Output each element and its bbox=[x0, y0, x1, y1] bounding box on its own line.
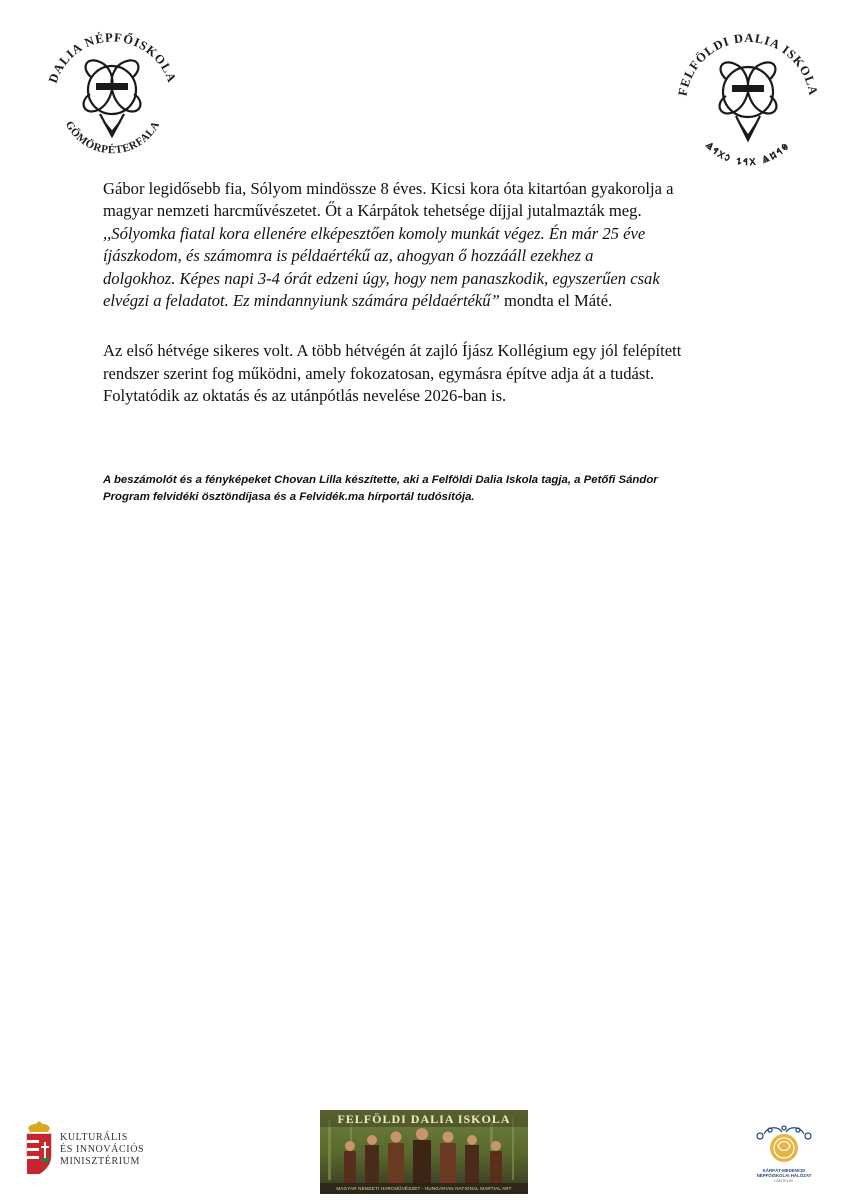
left-logo-top-text: DALIA NÉPFŐISKOLA bbox=[45, 30, 180, 85]
banner-subtitle: MAGYAR NEMZETI HARCMŰVÉSZET - HUNGARIAN NATIONAL MARTIAL ART bbox=[336, 1186, 512, 1191]
text-line: rendszer szerint fog működni, amely fokozatosan, egymásra építve adja át a tudást. bbox=[103, 363, 655, 383]
felfoldi-dalia-iskola-logo bbox=[672, 28, 824, 173]
ministry-name: KULTURÁLIS ÉS INNOVÁCIÓS MINISZTÉRIUM bbox=[60, 1132, 145, 1167]
dalia-nepfoiskola-logo bbox=[40, 28, 185, 168]
text-line: Gábor legidősebb fia, Sólyom mindössze 8 éves. Kicsi kora óta kitartóan gyakorolja a bbox=[103, 179, 674, 198]
banner-title: FELFÖLDI DALIA ISKOLA bbox=[337, 1112, 511, 1126]
nepfoiskolai-halozat-logo bbox=[742, 1124, 826, 1184]
dalia-iskola-banner bbox=[320, 1110, 528, 1194]
credit-line: A beszámolót és a fényképeket Chovan Lilla készítette, aki a Felföldi Dalia Iskola tagja, a Petőfi Sándor bbox=[103, 474, 658, 486]
credit-line: Program felvidéki ösztöndíjasa és a Felvidék.ma hírportál tudósítója. bbox=[103, 491, 475, 503]
right-logo-rovas-text: 𐳌𐳀𐳆𐳖 𐳂𐳀𐳔 𐳛𐳂𐳀𐳖 bbox=[703, 138, 793, 169]
photo-credit bbox=[103, 472, 751, 506]
left-logo-bottom-text: GÖMÖRPÉTERFALA bbox=[62, 119, 163, 157]
knot-ornament-icon bbox=[720, 62, 777, 140]
svg-text:𐳌𐳀𐳆𐳖 𐳂𐳀𐳔 𐳛𐳂𐳀𐳖 bbox=[703, 138, 793, 168]
paragraph-solyom bbox=[103, 178, 751, 312]
quote-line: íjászkodom, és számomra is példaértékű az, ahogyan ő hozzááll ezekhez a bbox=[103, 246, 594, 266]
quote-line: elvégzi a feladatot. Ez mindannyiunk számára példaértékű” bbox=[103, 291, 500, 311]
right-logo-top-text: FELFÖLDI DALIA ISKOLA bbox=[675, 30, 821, 98]
text-line: Az első hétvége sikeres volt. A több hétvégén át zajló Íjász Kollégium egy jól felépített bbox=[103, 341, 682, 361]
ministry-logo bbox=[22, 1118, 182, 1182]
quote-line: ,,Sólyomka fiatal kora ellenére elképesztően komoly munkát végez. Én már 25 éve bbox=[103, 223, 646, 243]
hungarian-coat-of-arms-icon bbox=[22, 1118, 56, 1180]
knot-ornament-icon bbox=[84, 60, 141, 136]
paragraph-summary bbox=[103, 340, 751, 407]
quote-attribution: mondta el Máté. bbox=[499, 291, 613, 311]
text-line: Folytatódik az oktatás és az utánpótlás nevelése 2026-ban is. bbox=[103, 386, 507, 406]
network-emblem-icon bbox=[742, 1124, 826, 1168]
text-line: magyar nemzeti harcművészetet. Őt a Kárpátok tehetsége díjjal jutalmazták meg. bbox=[103, 201, 642, 221]
network-name: KÁRPÁT-MEDENCEI NÉPFŐISKOLAI HÁLÓZAT LAKITELEK bbox=[756, 1168, 812, 1183]
article-body bbox=[103, 178, 751, 408]
svg-text:GÖMÖRPÉTERFALA bbox=[63, 119, 162, 156]
quote-line: dolgokhoz. Képes napi 3-4 órát edzeni úgy, hogy nem panaszkodik, egyszerűen csak bbox=[103, 268, 660, 288]
